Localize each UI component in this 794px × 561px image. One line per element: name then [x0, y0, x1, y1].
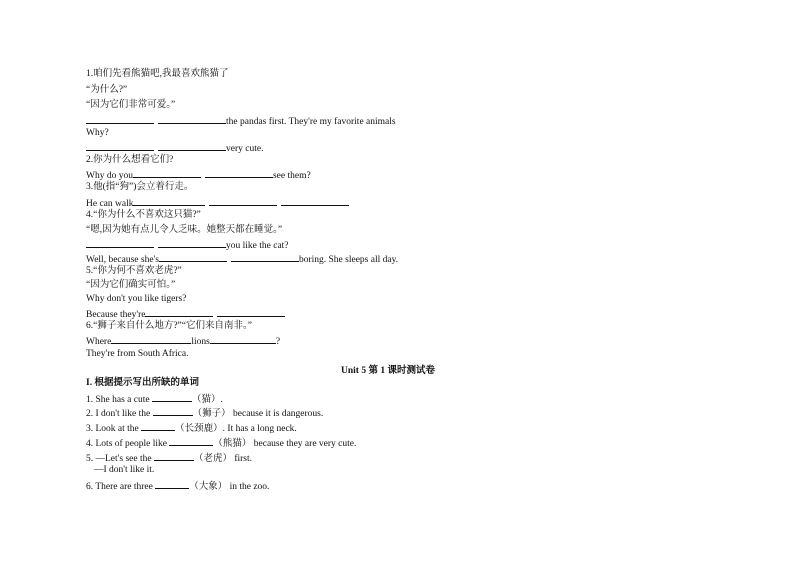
- answer-blank[interactable]: [155, 479, 189, 489]
- q6-lions: lions: [191, 337, 210, 347]
- answer-blank[interactable]: [231, 252, 299, 262]
- answer-blank[interactable]: [159, 252, 227, 262]
- q4-chinese: 4.“你为什么不喜欢这只猫?”: [86, 210, 201, 220]
- item-head: 2. I don't like the: [86, 409, 151, 419]
- q6-where-line: [86, 334, 280, 348]
- q4-answer-chinese: “嗯,因为她有点儿令人乏味。她整天都在睡觉。”: [86, 225, 283, 235]
- q1-because-chinese: “因为它们非常可爱。”: [86, 100, 176, 110]
- section-title: I. 根据提示写出所缺的单词: [86, 378, 199, 388]
- q6-chinese: 6.“狮子来自什么地方?”“它们来自南非。”: [86, 321, 252, 331]
- q2-chinese: 2.你为什么想看它们?: [86, 155, 174, 165]
- item-hint: （大象）: [189, 482, 228, 492]
- answer-blank[interactable]: [153, 406, 193, 416]
- item-head: 6. There are three: [86, 482, 153, 492]
- q1-why-chinese: “为什么?”: [86, 85, 128, 95]
- answer-blank[interactable]: [133, 196, 205, 206]
- exercise-item-2: [86, 406, 323, 420]
- q6-answer-english: They're from South Africa.: [86, 349, 189, 359]
- answer-blank[interactable]: [154, 451, 194, 461]
- item-tail: . It has a long neck.: [222, 424, 297, 434]
- q5-answer-chinese: “因为它们确实可怕。”: [86, 280, 176, 290]
- item-hint: （熊猫）: [213, 439, 252, 449]
- answer-blank[interactable]: [217, 307, 285, 317]
- item-tail: because they are very cute.: [251, 439, 357, 449]
- item-hint: （狮子）: [192, 409, 231, 419]
- answer-blank[interactable]: [205, 168, 273, 178]
- item-hint: （猫）: [191, 395, 221, 405]
- q5-because-head: Because they're: [86, 310, 146, 320]
- answer-blank[interactable]: [111, 334, 191, 344]
- item-hint: （长颈鹿）: [175, 424, 223, 434]
- answer-blank[interactable]: [158, 114, 226, 124]
- answer-blank[interactable]: [86, 141, 154, 151]
- item-tail: in the zoo.: [227, 482, 270, 492]
- exercise-item-6: [86, 479, 269, 493]
- q4-well-line: [86, 252, 398, 266]
- q1-chinese: 1.咱们先看熊猫吧,我最喜欢熊猫了: [86, 69, 229, 79]
- answer-blank[interactable]: [281, 196, 349, 206]
- answer-blank[interactable]: [158, 238, 226, 248]
- item-head: 4. Lots of people like: [86, 439, 167, 449]
- exercise-item-5: [86, 451, 252, 465]
- q4-well-tail: boring. She sleeps all day.: [298, 255, 399, 265]
- q3-english-line: [86, 196, 349, 210]
- q4-english-line: [86, 238, 289, 252]
- exercise-item-3: [86, 421, 297, 435]
- answer-blank[interactable]: [145, 307, 213, 317]
- item-hint: （老虎）: [193, 454, 232, 464]
- q1-why-english: Why?: [86, 128, 109, 138]
- answer-blank[interactable]: [169, 436, 213, 446]
- q1-cute-line: [86, 141, 263, 155]
- q2-english-tail: see them?: [272, 171, 311, 181]
- q2-english-line: [86, 168, 311, 182]
- answer-blank[interactable]: [133, 168, 201, 178]
- answer-blank[interactable]: [152, 392, 192, 402]
- q4-english-tail: you like the cat?: [226, 241, 289, 251]
- q6-question-mark: ?: [275, 337, 281, 347]
- item-tail: first.: [231, 454, 253, 464]
- answer-blank[interactable]: [158, 141, 226, 151]
- test-title: Unit 5 第 1 课时测试卷: [341, 366, 435, 376]
- item-head: 5. —Let's see the: [86, 454, 152, 464]
- q2-english-head: Why do you: [86, 171, 133, 181]
- q5-english: Why don't you like tigers?: [86, 294, 187, 304]
- q6-where-head: Where: [86, 337, 112, 347]
- answer-blank[interactable]: [86, 238, 154, 248]
- item-head: 3. Look at the: [86, 424, 139, 434]
- q5-because-line: [86, 307, 285, 321]
- exercise-item-4: [86, 436, 356, 450]
- exercise-item-5-reply: —I don't like it.: [94, 465, 155, 475]
- q1-english-line: [86, 114, 396, 128]
- q1-cute-tail: very cute.: [226, 144, 264, 154]
- answer-blank[interactable]: [141, 421, 175, 431]
- exercise-item-1: [86, 392, 223, 406]
- q1-english-tail: the pandas first. They're my favorite animals: [226, 117, 396, 127]
- q4-well-head: Well, because she's: [86, 255, 159, 265]
- q3-chinese: 3.他(指“狗”)会立着行走。: [86, 182, 194, 192]
- item-tail: .: [220, 395, 223, 405]
- q3-english-head: He can walk: [86, 199, 134, 209]
- answer-blank[interactable]: [209, 196, 277, 206]
- item-tail: because it is dangerous.: [230, 409, 324, 419]
- item-head: 1. She has a cute: [86, 395, 150, 405]
- answer-blank[interactable]: [210, 334, 276, 344]
- q5-chinese: 5.“你为何不喜欢老虎?”: [86, 266, 182, 276]
- answer-blank[interactable]: [86, 114, 154, 124]
